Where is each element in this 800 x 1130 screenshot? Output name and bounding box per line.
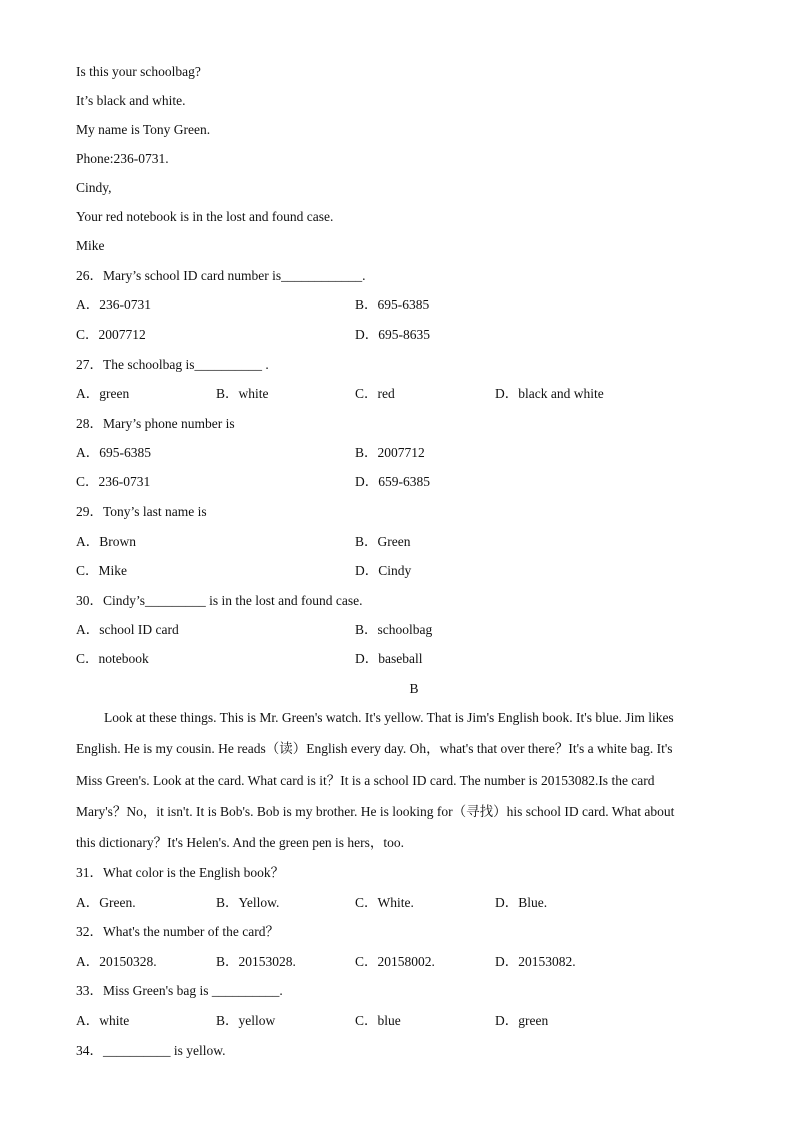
option-d[interactable]: D．Blue. [495, 895, 548, 910]
question-text: Mary’s school ID card number is [103, 268, 282, 283]
option-b[interactable]: B．white [216, 386, 269, 401]
option-a[interactable]: A．white [76, 1013, 130, 1028]
passage-line: Look at these things. This is Mr. Green's watch. It's yellow. That is Jim's English book. It's blue. Jim likes [104, 710, 674, 725]
notice-line: Phone:236-0731. [76, 151, 169, 166]
question-text: Mary’s phone number is [103, 416, 235, 431]
option-d[interactable]: D．Cindy [355, 563, 412, 578]
option-d[interactable]: D．baseball [355, 651, 423, 666]
option-d[interactable]: D．695-8635 [355, 327, 430, 342]
answer-blank: __________ [103, 1043, 171, 1058]
section-title: B [409, 681, 419, 696]
question-text: Cindy’s [103, 593, 146, 608]
passage-line: English. He is my cousin. He reads（读）English every day. Oh，what's that over there？It's a white bag. It's [76, 741, 673, 756]
question-text-end: is in the lost and found case. [205, 593, 363, 608]
notice-line: It’s black and white. [76, 93, 186, 108]
question-26 [76, 267, 365, 285]
option-b[interactable]: B．2007712 [355, 445, 425, 460]
question-29 [76, 503, 207, 521]
option-d[interactable]: D．20153082. [495, 954, 576, 969]
option-a[interactable]: A．Brown [76, 534, 136, 549]
question-31 [76, 864, 284, 882]
option-a[interactable]: A．school ID card [76, 622, 179, 637]
question-text: Miss Green's bag is __________. [103, 983, 283, 998]
option-b[interactable]: B．schoolbag [355, 622, 433, 637]
option-d[interactable]: D．black and white [495, 386, 604, 401]
answer-blank: _________ [145, 593, 206, 608]
question-number: 30． [76, 593, 103, 608]
option-c[interactable]: C．red [355, 386, 395, 401]
passage-line: this dictionary？It's Helen's. And the green pen is hers，too. [76, 835, 405, 850]
option-a[interactable]: A．695-6385 [76, 445, 151, 460]
option-a[interactable]: A．green [76, 386, 130, 401]
notice-line: Cindy, [76, 180, 112, 195]
option-b[interactable]: B．Green [355, 534, 411, 549]
question-number: 31． [76, 865, 103, 880]
question-text: The schoolbag is [103, 357, 195, 372]
notice-line: Your red notebook is in the lost and found case. [76, 209, 334, 224]
option-b[interactable]: B．yellow [216, 1013, 276, 1028]
answer-blank: ____________ [281, 268, 363, 283]
question-30 [76, 592, 363, 610]
option-d[interactable]: D．green [495, 1013, 549, 1028]
question-text-end: . [362, 268, 366, 283]
question-text: Tony’s last name is [103, 504, 207, 519]
option-c[interactable]: C．236-0731 [76, 474, 151, 489]
answer-blank: __________ [194, 357, 262, 372]
question-33 [76, 982, 283, 1000]
option-d[interactable]: D．659-6385 [355, 474, 430, 489]
question-34 [76, 1042, 226, 1060]
question-number: 34． [76, 1043, 103, 1058]
option-c[interactable]: C．blue [355, 1013, 401, 1028]
option-c[interactable]: C．notebook [76, 651, 149, 666]
option-a[interactable]: A．Green. [76, 895, 136, 910]
option-a[interactable]: A．20150328. [76, 954, 157, 969]
option-b[interactable]: B．Yellow. [216, 895, 280, 910]
option-a[interactable]: A．236-0731 [76, 297, 151, 312]
question-text: is yellow. [170, 1043, 226, 1058]
option-c[interactable]: C．20158002. [355, 954, 435, 969]
passage-line: Miss Green's. Look at the card. What card is it？It is a school ID card. The number is 20153082.Is the card [76, 773, 655, 788]
question-text: What's the number of the card？ [103, 924, 279, 939]
question-28 [76, 415, 235, 433]
question-number: 33． [76, 983, 103, 998]
question-32 [76, 923, 279, 941]
option-b[interactable]: B．695-6385 [355, 297, 430, 312]
question-number: 29． [76, 504, 103, 519]
notice-line: Is this your schoolbag? [76, 64, 201, 79]
option-c[interactable]: C．2007712 [76, 327, 146, 342]
option-c[interactable]: C．Mike [76, 563, 128, 578]
notice-line: Mike [76, 238, 105, 253]
passage-line: Mary's？No，it isn't. It is Bob's. Bob is my brother. He is looking for（寻找）his school ID card. What about [76, 804, 675, 819]
question-number: 26． [76, 268, 103, 283]
question-number: 28． [76, 416, 103, 431]
notice-line: My name is Tony Green. [76, 122, 211, 137]
question-text: What color is the English book？ [103, 865, 285, 880]
question-text-end: . [261, 357, 269, 372]
question-number: 27． [76, 357, 103, 372]
question-27 [76, 356, 269, 374]
option-c[interactable]: C．White. [355, 895, 414, 910]
question-number: 32． [76, 924, 103, 939]
option-b[interactable]: B．20153028. [216, 954, 296, 969]
